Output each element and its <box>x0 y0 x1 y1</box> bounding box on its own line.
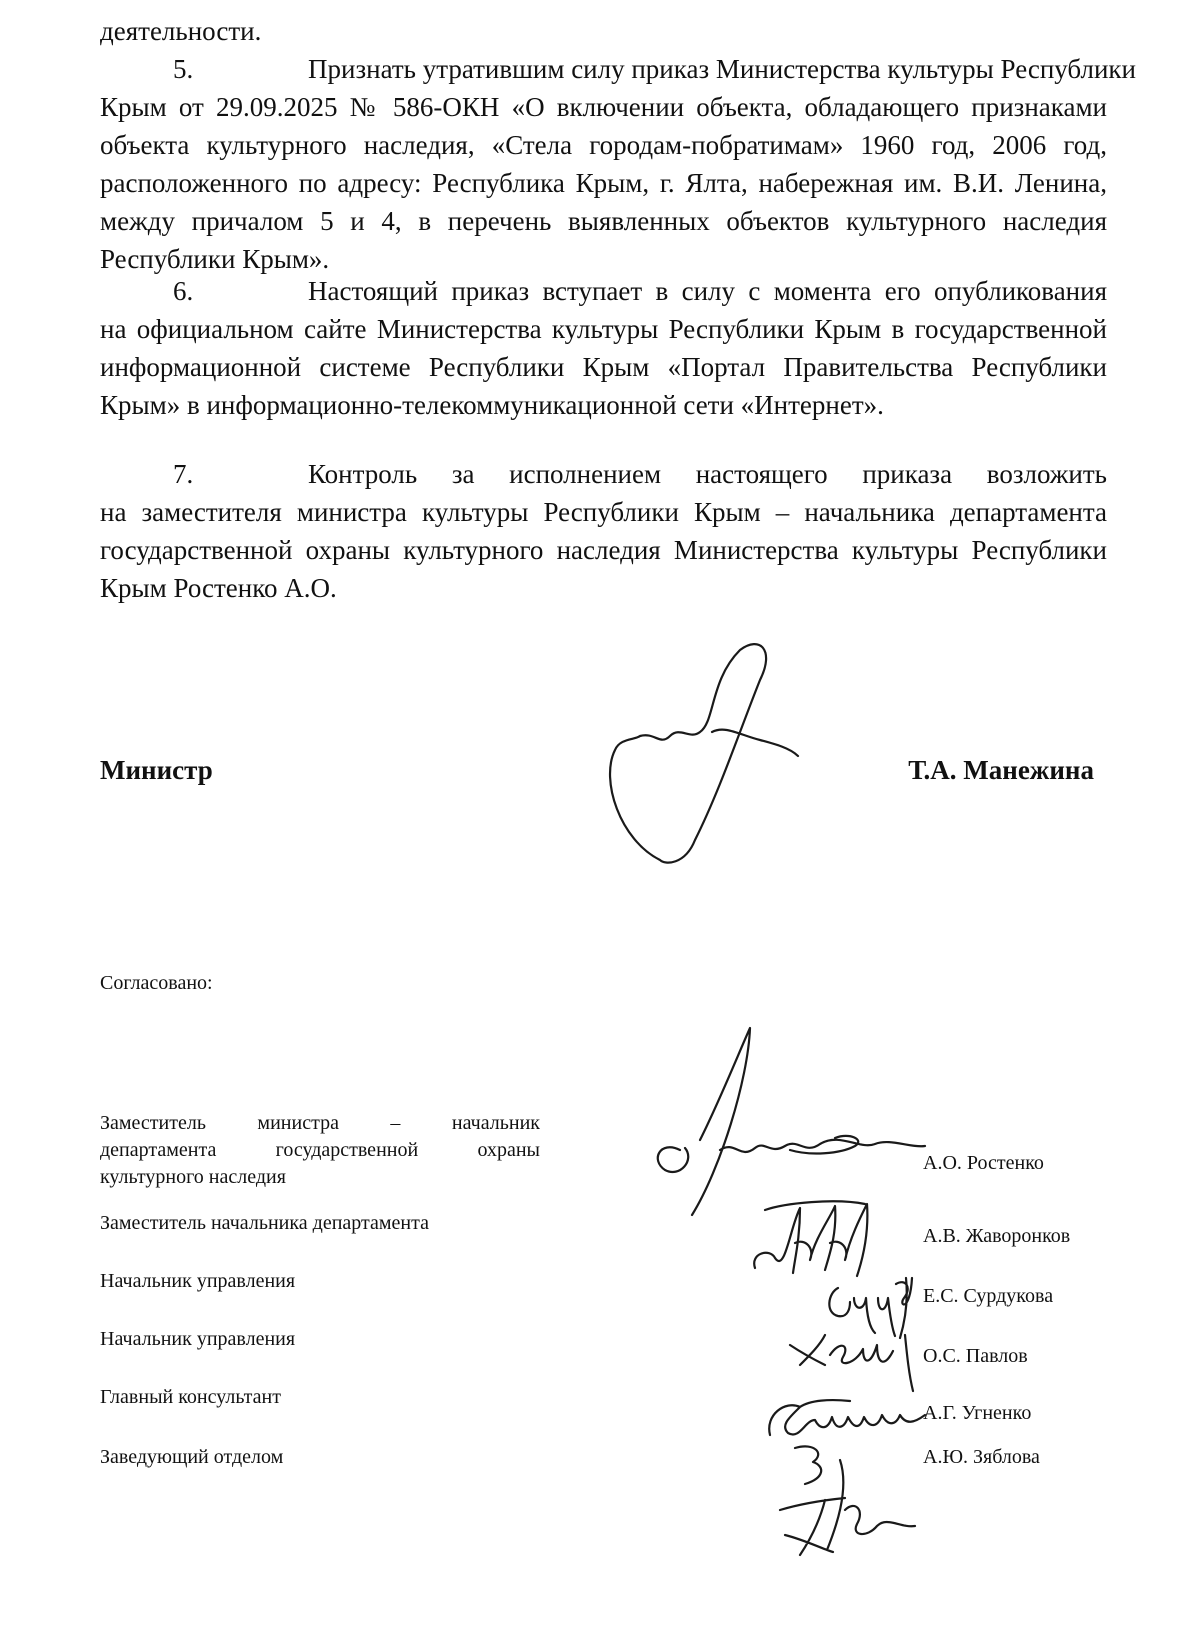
signature-pavlov <box>785 1325 925 1395</box>
paragraph-5-first-line <box>100 50 1136 88</box>
approval-name-1: А.О. Ростенко <box>923 1152 1044 1174</box>
paragraph-6-first-line <box>100 272 1107 310</box>
approval-position-2: Заместитель начальника департамента <box>100 1212 429 1234</box>
minister-signature <box>600 640 810 870</box>
approval-heading: Согласовано: <box>100 972 213 994</box>
paragraph-5-body: Крым от 29.09.2025 № 586-ОКН «О включении объекта, обладающего признаками объекта культурного наследия, «Стела городам-побратимам» 1960 год, 2006 год, расположенного по адресу: Республика Крым, г. Ялта, набережная им. В.И. Ленина, между причалом 5 и 4, в перечень выявленных объектов культурного наследия Республики Крым». <box>100 92 1107 274</box>
paragraph-number: 7. <box>173 459 194 489</box>
paragraph-7-body: на заместителя министра культуры Республики Крым – начальника департамента государственной охраны культурного наследия Министерства культуры Республики Крым Ростенко А.О. <box>100 497 1107 603</box>
signer-position: Министр <box>100 755 213 785</box>
paragraph-number: 5. <box>173 54 194 84</box>
text-line: деятельности. <box>100 16 262 46</box>
signer-name: Т.А. Манежина <box>908 755 1094 785</box>
paragraph-7-first-line <box>100 455 1107 493</box>
approval-name-3: Е.С. Сурдукова <box>923 1285 1054 1307</box>
approval-position-3: Начальник управления <box>100 1270 296 1292</box>
paragraph-6-body: на официальном сайте Министерства культуры Республики Крым в государственной информационной системе Республики Крым «Портал Правительства Республики Крым» в информационно-телекоммуникационной сети «Интернет». <box>100 314 1107 420</box>
approval-position-1-line3: культурного наследия <box>100 1166 286 1188</box>
approval-position-1-line1: Заместитель министра – начальник <box>100 1112 540 1134</box>
approval-name-5: А.Г. Угненко <box>923 1402 1032 1424</box>
approval-name-2: А.В. Жаворонков <box>923 1225 1071 1247</box>
approval-name-4: О.С. Павлов <box>923 1345 1028 1367</box>
approval-position-4: Начальник управления <box>100 1328 296 1350</box>
approval-position-5: Главный консультант <box>100 1386 281 1408</box>
paragraph-5-line1: Признать утратившим силу приказ Министерства культуры Республики <box>308 54 1136 84</box>
approval-position-6: Заведующий отделом <box>100 1446 284 1468</box>
paragraph-7-line1: Контроль за исполнением настоящего приказа возложить <box>308 459 1107 489</box>
paragraph-6-line1: Настоящий приказ вступает в силу с момента его опубликования <box>308 276 1107 306</box>
signature-zyablova <box>765 1440 925 1560</box>
approval-position-1-line2: департамента государственной охраны <box>100 1139 540 1161</box>
paragraph-number: 6. <box>173 276 194 306</box>
approval-position-1 <box>100 1110 540 1191</box>
approval-name-6: А.Ю. Зяблова <box>923 1446 1040 1468</box>
